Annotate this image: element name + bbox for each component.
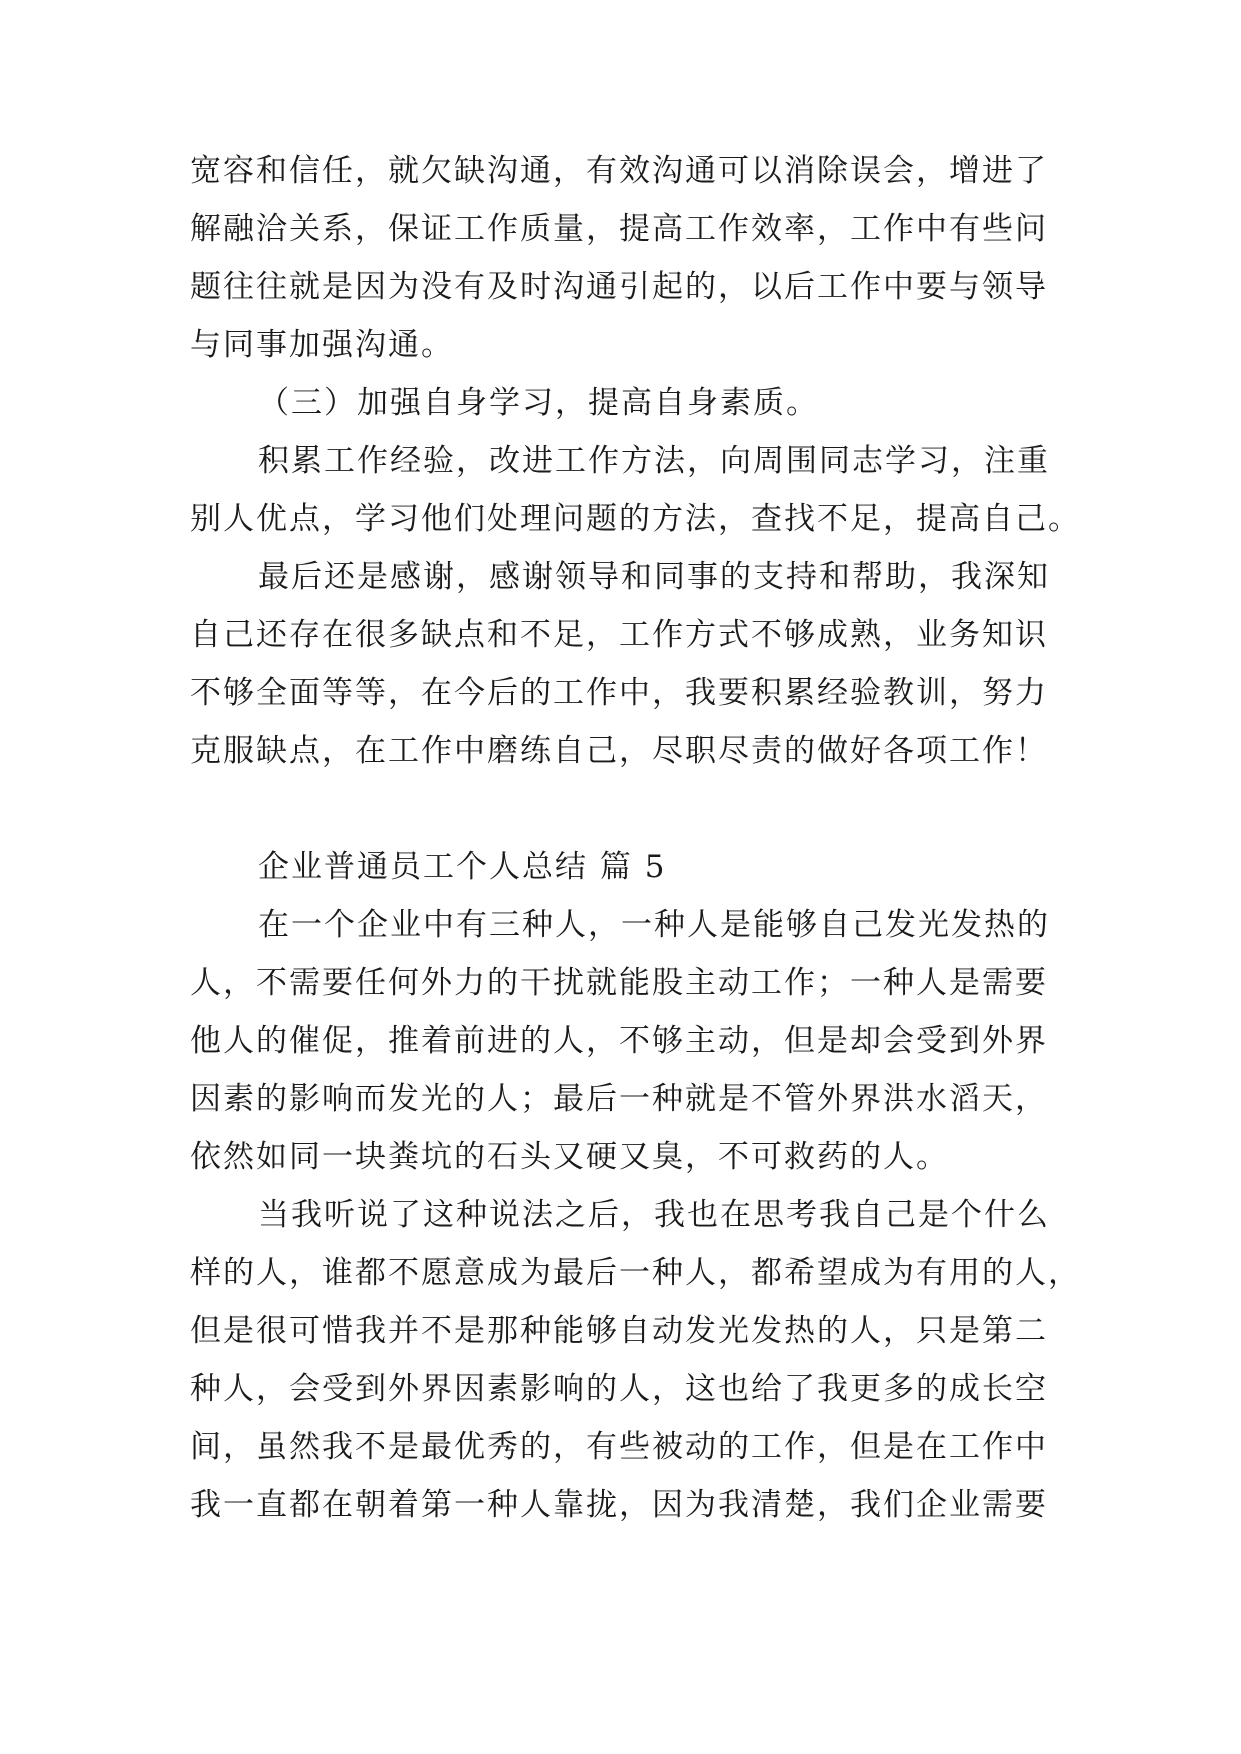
text-line: 自己还存在很多缺点和不足，工作方式不够成熟，业务知识: [190, 617, 1048, 653]
paragraph-experience: [190, 432, 1090, 548]
section-title: 企业普通员工个人总结 篇 5: [258, 849, 667, 885]
text-line: 种人，会受到外界因素影响的人，这也给了我更多的成长空: [190, 1371, 1048, 1407]
text-line: 最后还是感谢，感谢领导和同事的支持和帮助，我深知: [258, 559, 1050, 595]
text-line: 他人的催促，推着前进的人，不够主动，但是却会受到外界: [190, 1023, 1048, 1059]
document-body: [190, 142, 1090, 1534]
text-line: 但是很可惜我并不是那种能够自动发光发热的人，只是第二: [190, 1313, 1048, 1349]
text-line: 积累工作经验，改进工作方法，向周围同志学习，注重: [258, 443, 1050, 479]
text-line: 在一个企业中有三种人，一种人是能够自己发光发热的: [258, 907, 1050, 943]
text-line: 人，不需要任何外力的干扰就能股主动工作；一种人是需要: [190, 965, 1048, 1001]
text-line: 样的人，谁都不愿意成为最后一种人，都希望成为有用的人，: [190, 1255, 1081, 1291]
text-line: 与同事加强沟通。: [190, 327, 454, 363]
text-line: 我一直都在朝着第一种人靠拢，因为我清楚，我们企业需要: [190, 1487, 1048, 1523]
text-line: 间，虽然我不是最优秀的，有些被动的工作，但是在工作中: [190, 1429, 1048, 1465]
paragraph-thanks: [190, 548, 1090, 780]
paragraph-self-reflection: [190, 1186, 1090, 1534]
text-line: 不够全面等等，在今后的工作中，我要积累经验教训，努力: [190, 675, 1048, 711]
subheading-three: （三）加强自身学习，提高自身素质。: [258, 385, 819, 421]
paragraph-communication: [190, 142, 1090, 374]
text-line: 解融洽关系，保证工作质量，提高工作效率，工作中有些问: [190, 211, 1048, 247]
section-gap: [190, 780, 1090, 838]
text-line: 别人优点，学习他们处理问题的方法，查找不足，提高自己。: [190, 501, 1081, 537]
text-line: 题往往就是因为没有及时沟通引起的，以后工作中要与领导: [190, 269, 1048, 305]
paragraph-three-kinds: [190, 896, 1090, 1186]
text-line: 克服缺点，在工作中磨练自己，尽职尽责的做好各项工作！: [190, 733, 1048, 769]
text-line: 因素的影响而发光的人；最后一种就是不管外界洪水滔天，: [190, 1081, 1048, 1117]
text-line: 宽容和信任，就欠缺沟通，有效沟通可以消除误会，增进了: [190, 153, 1048, 189]
text-line: 当我听说了这种说法之后，我也在思考我自己是个什么: [258, 1197, 1050, 1233]
text-line: 依然如同一块粪坑的石头又硬又臭，不可救药的人。: [190, 1139, 949, 1175]
